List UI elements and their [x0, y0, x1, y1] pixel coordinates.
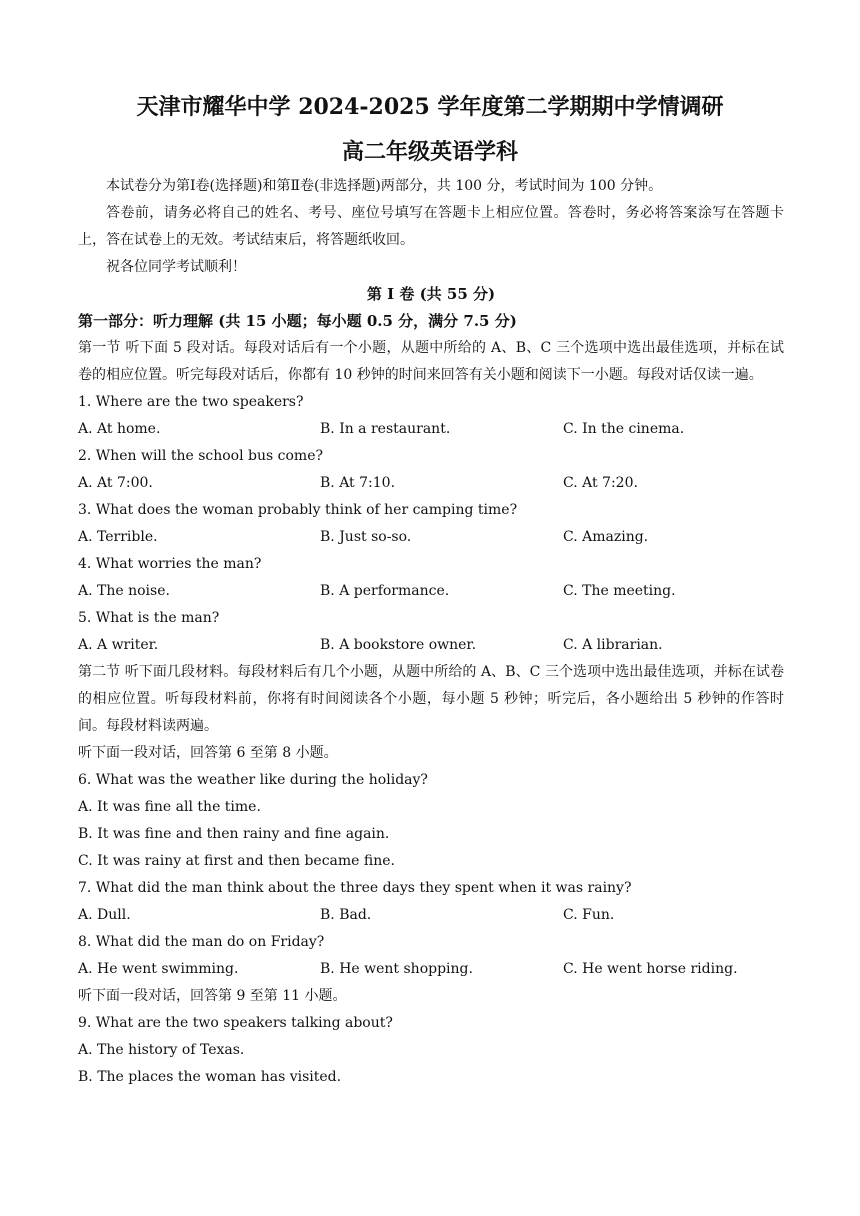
option-c: C. Fun.: [563, 907, 615, 923]
question-6-stem: 6. What was the weather like during the holiday?: [78, 772, 428, 788]
question-5-stem: 5. What is the man?: [78, 610, 220, 626]
question-4-stem: 4. What worries the man?: [78, 556, 262, 572]
option-c: C. At 7:20.: [563, 475, 638, 491]
section2-instructions: 第二节 听下面几段材料。每段材料后有几个小题，从题中所给的 A、B、C 三个选项中选出最佳选项，并标在试卷的相应位置。听每段材料前，你将有时间阅读各个小题，每小题 5 秒钟；听完后，各小题给出 5 秒钟的作答时间。每段材料读两遍。: [78, 664, 784, 734]
question-7-options: [78, 902, 784, 929]
option-b: B. Just so-so.: [320, 529, 412, 545]
intro-paragraph-2: 答卷前，请务必将自己的姓名、考号、座位号填写在答题卡上相应位置。答卷时，务必将答案涂写在答题卡上，答在试卷上的无效。考试结束后，将答题纸收回。: [78, 205, 784, 248]
option-c: C. In the cinema.: [563, 421, 685, 437]
option-c: C. He went horse riding.: [563, 961, 738, 977]
option-b: B. The places the woman has visited.: [78, 1069, 342, 1085]
volume-title: 第 Ⅰ 卷 (共 55 分): [366, 285, 496, 303]
question-9-stem: 9. What are the two speakers talking about?: [78, 1015, 393, 1031]
option-a: A. Terrible.: [78, 529, 158, 545]
option-b: B. Bad.: [320, 907, 372, 923]
part-title: 第一部分：听力理解 (共 15 小题；每小题 0.5 分，满分 7.5 分): [78, 312, 517, 330]
section1-instructions: 第一节 听下面 5 段对话。每段对话后有一个小题，从题中所给的 A、B、C 三个选项中选出最佳选项，并标在试卷的相应位置。听完每段对话后，你都有 10 秒钟的时间来回答有关小题和阅读下一小题。每段对话仅读一遍。: [78, 340, 784, 383]
option-a: A. At home.: [78, 421, 161, 437]
option-a: A. At 7:00.: [78, 475, 153, 491]
passage-2-note: 听下面一段对话，回答第 9 至第 11 小题。: [78, 988, 347, 1004]
passage-1-note: 听下面一段对话，回答第 6 至第 8 小题。: [78, 745, 338, 761]
question-7-stem: 7. What did the man think about the three days they spent when it was rainy?: [78, 880, 632, 896]
question-4-options: [78, 578, 784, 605]
option-a: A. The noise.: [78, 583, 170, 599]
option-c: C. Amazing.: [563, 529, 649, 545]
question-2-stem: 2. When will the school bus come?: [78, 448, 323, 464]
question-1-stem: 1. Where are the two speakers?: [78, 394, 304, 410]
question-3-stem: 3. What does the woman probably think of her camping time?: [78, 502, 518, 518]
option-a: A. A writer.: [78, 637, 159, 653]
intro-paragraph-1: 本试卷分为第Ⅰ卷(选择题)和第Ⅱ卷(非选择题)两部分，共 100 分，考试时间为 100 分钟。: [106, 178, 663, 194]
option-a: A. It was fine all the time.: [78, 799, 261, 815]
option-c: C. A librarian.: [563, 637, 663, 653]
option-b: B. A performance.: [320, 583, 450, 599]
option-b: B. It was fine and then rainy and fine again.: [78, 826, 390, 842]
option-b: B. A bookstore owner.: [320, 637, 477, 653]
exam-subtitle: 高二年级英语学科: [341, 139, 518, 165]
question-8-options: [78, 956, 784, 983]
option-a: A. Dull.: [78, 907, 131, 923]
option-a: A. The history of Texas.: [78, 1042, 245, 1058]
exam-body: [78, 173, 784, 1091]
question-5-options: [78, 632, 784, 659]
question-1-options: [78, 416, 784, 443]
option-a: A. He went swimming.: [78, 961, 239, 977]
intro-paragraph-3: 祝各位同学考试顺利！: [106, 259, 246, 275]
option-b: B. In a restaurant.: [320, 421, 451, 437]
option-c: C. It was rainy at first and then became fine.: [78, 853, 395, 869]
question-3-options: [78, 524, 784, 551]
option-b: B. He went shopping.: [320, 961, 473, 977]
option-b: B. At 7:10.: [320, 475, 396, 491]
exam-title: 天津市耀华中学 2024-2025 学年度第二学期期中学情调研: [136, 94, 724, 120]
option-c: C. The meeting.: [563, 583, 676, 599]
question-2-options: [78, 470, 784, 497]
question-8-stem: 8. What did the man do on Friday?: [78, 934, 325, 950]
